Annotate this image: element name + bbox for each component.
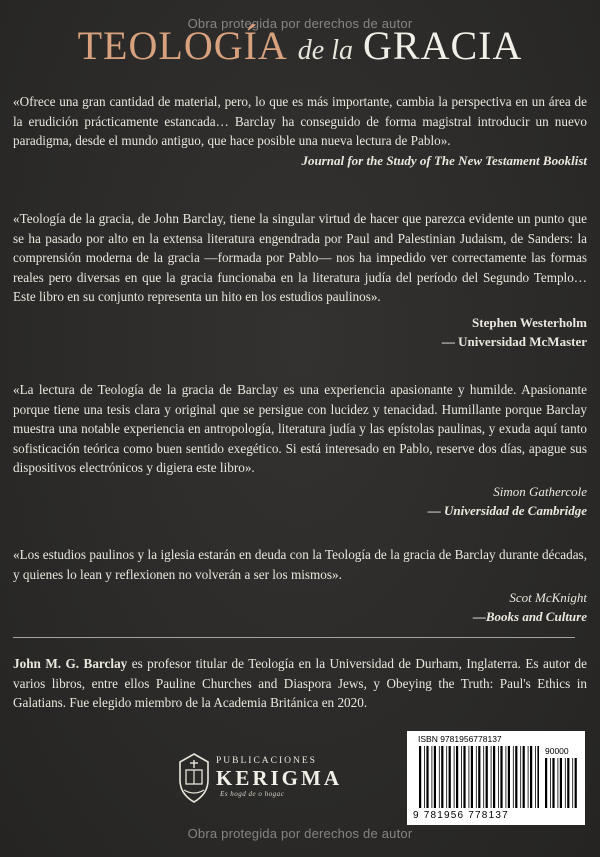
quote-author: Stephen Westerholm <box>472 314 587 330</box>
author-name: John M. G. Barclay <box>13 656 128 671</box>
review-quote-3 <box>13 380 587 520</box>
publisher-emblem-icon <box>174 752 214 804</box>
quote-text: «Ofrece una gran cantidad de material, pero, lo que es más importante, cambia la perspectiva en un área de la erudición prácticamente estancada… Barclay ha conseguido de forma magistral introducir un nuevo paradigma, desde el mundo antiguo, que hace posible una nueva lectura de Pablo». <box>13 94 587 149</box>
publisher-label: PUBLICACIONES <box>216 756 317 766</box>
quote-author: Simon Gathercole <box>493 483 587 499</box>
isbn-barcode <box>407 731 585 825</box>
quote-text: «Teología de la gracia, de John Barclay, tiene la singular virtud de hacer que parezca evidente un punto que se ha pasado por alto en la extensa literatura engendrada por Paul and Palestinian Judaism, de Sanders: la comprensión moderna de la gracia —formada por Pablo— nos ha impedido ver correctamente las formas reales pero diversas en que la gracia funcionaba en la literatura judía del período del Segundo Templo… Este libro en su conjunto representa un hito en los estudios paulinos». <box>13 211 587 305</box>
quote-text: «La lectura de Teología de la gracia de Barclay es una experiencia apasionante y humilde. Apasionante porque tiene una tesis clara y original que se persigue con lucidez y tenacidad. Humillante porque Barclay muestra una notable experiencia en antropología, literatura judía y las epístolas paulinas, y exuda aquí tanto sofisticación teórica como buen sentido exegético. Si está interesado en Pablo, reserve dos días, apague sus dispositivos electrónicos y digiera este libro». <box>13 382 587 476</box>
divider-line <box>13 637 575 638</box>
ean-barcode-bars <box>419 746 539 808</box>
author-bio <box>13 654 587 713</box>
review-quote-4 <box>13 545 587 626</box>
publisher-tagline: Es hogd de o hogac <box>220 790 285 798</box>
review-quote-1 <box>13 92 587 170</box>
copyright-watermark-top: Obra protegida por derechos de autor <box>187 16 413 31</box>
title-de-la: de la <box>297 35 354 66</box>
addon-barcode-bars <box>545 758 579 808</box>
copyright-watermark-bottom: Obra protegida por derechos de autor <box>187 826 413 841</box>
barcode-digits: 9 781956 778137 <box>413 810 509 821</box>
price-code: 90000 <box>545 746 569 756</box>
publisher-name: KERIGMA <box>216 766 342 790</box>
quote-text: «Los estudios paulinos y la iglesia estarán en deuda con la Teología de la gracia de Barclay durante décadas, y quienes lo lean y reflexionen no volverán a ser los mismos». <box>13 547 587 582</box>
quote-affiliation: — Universidad de Cambridge <box>427 502 587 518</box>
isbn-label: ISBN 9781956778137 <box>418 734 502 744</box>
quote-attribution: Journal for the Study of The New Testament Booklist <box>301 152 587 168</box>
quote-affiliation: —Books and Culture <box>472 609 587 625</box>
review-quote-2 <box>13 209 587 351</box>
publisher-logo <box>170 752 342 812</box>
title-teologia: TEOLOGÍA <box>77 23 288 68</box>
quote-affiliation: — Universidad McMaster <box>441 333 587 349</box>
title-gracia: GRACIA <box>363 23 523 68</box>
author-bio-text: es profesor titular de Teología en la Universidad de Durham, Inglaterra. Es autor de varios libros, entre ellos Pauline Churches and Diaspora Jews, y Obeying the Truth: Paul's Ethics in Galatians. Fue elegido miembro de la Academia Británica en 2020. <box>13 656 587 711</box>
book-title <box>0 22 600 69</box>
quote-author: Scot McKnight <box>509 590 587 606</box>
